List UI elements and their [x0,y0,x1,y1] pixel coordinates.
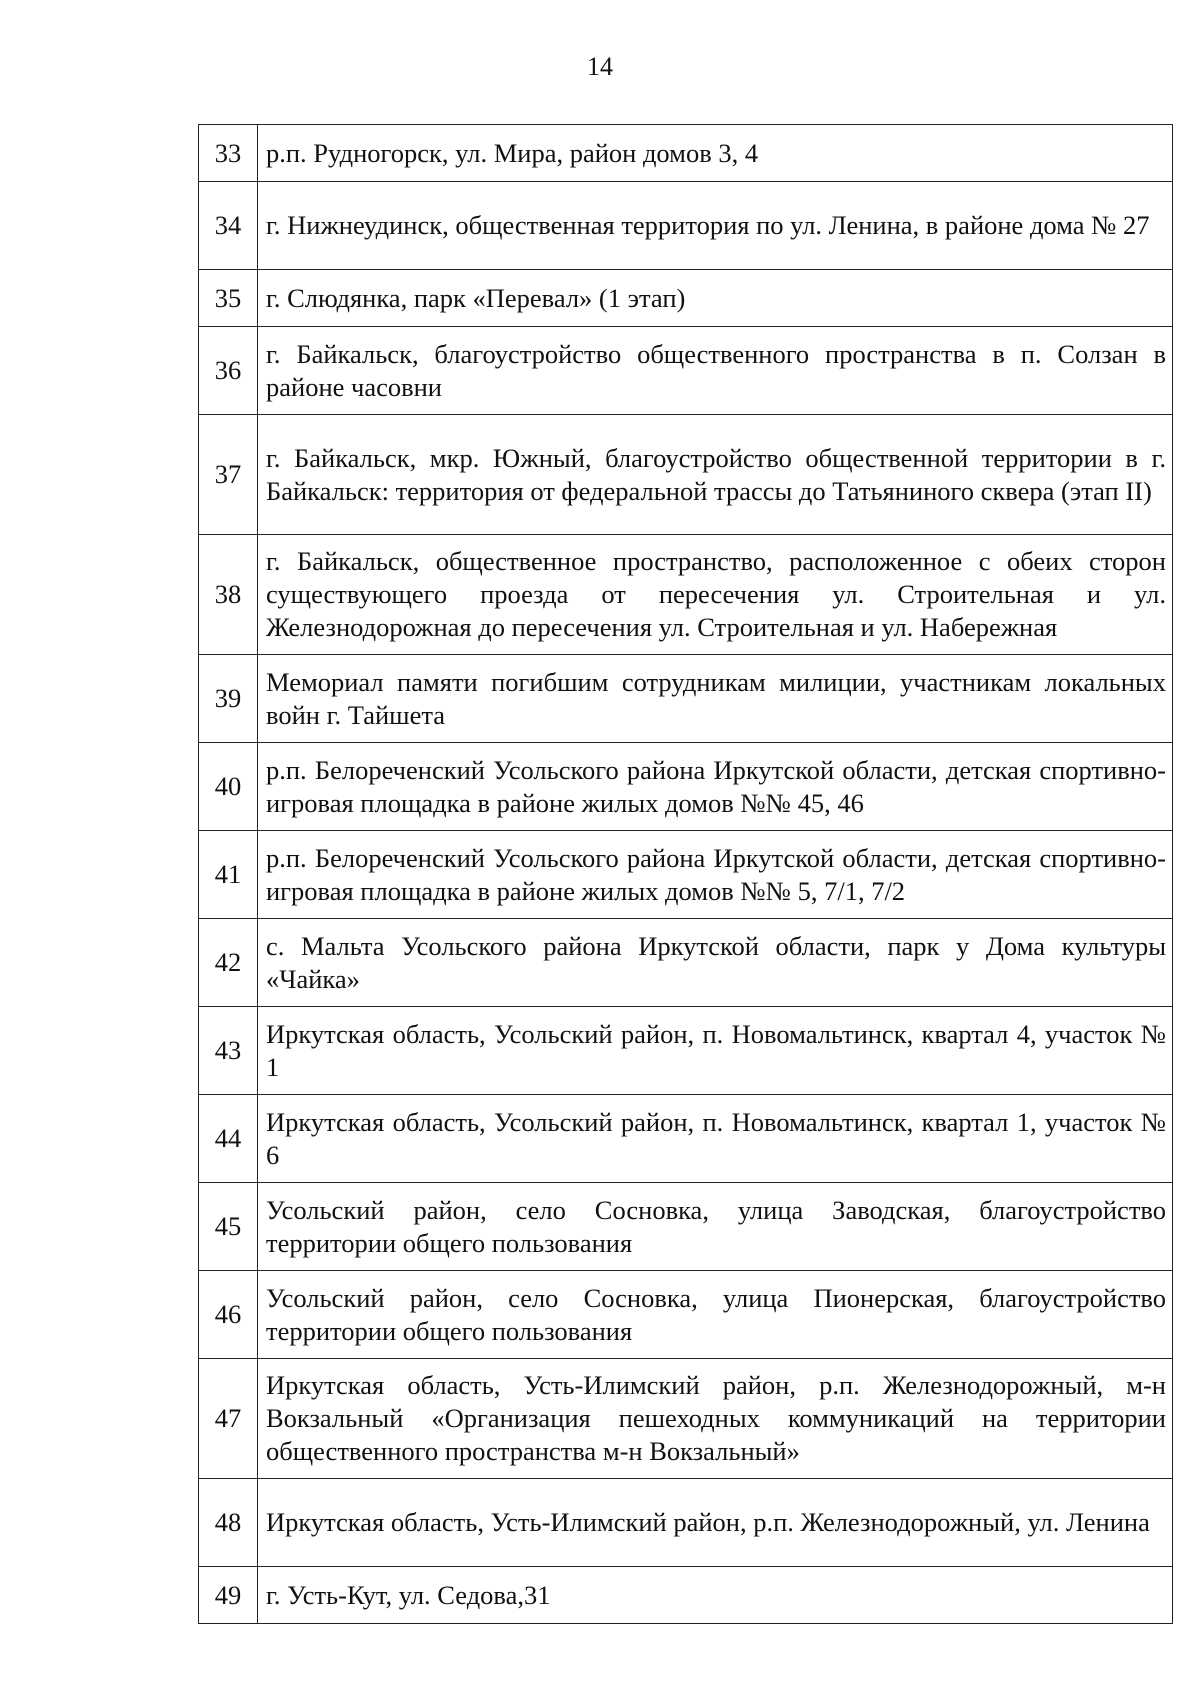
row-number: 35 [199,270,258,327]
table-row [199,125,1173,182]
row-text: Иркутская область, Усольский район, п. Новомальтинск, квартал 1, участок № 6 [258,1095,1173,1183]
row-text: Иркутская область, Усть-Илимский район, р.п. Железнодорожный, м-н Вокзальный «Организация пешеходных коммуникаций на территории общественного пространства м-н Вокзальный» [258,1359,1173,1479]
row-number: 43 [199,1007,258,1095]
row-number: 48 [199,1479,258,1567]
row-text: с. Мальта Усольского района Иркутской области, парк у Дома культуры «Чайка» [258,919,1173,1007]
table-row [199,1271,1173,1359]
row-number: 49 [199,1567,258,1624]
row-number: 44 [199,1095,258,1183]
row-number: 38 [199,535,258,655]
row-text: р.п. Рудногорск, ул. Мира, район домов 3, 4 [258,125,1173,182]
table-row [199,1007,1173,1095]
table-row [199,919,1173,1007]
row-text: Мемориал памяти погибшим сотрудникам милиции, участникам локальных войн г. Тайшета [258,655,1173,743]
row-number: 46 [199,1271,258,1359]
table-row [199,182,1173,270]
objects-table-body [199,125,1173,1624]
row-text: г. Байкальск, благоустройство общественного пространства в п. Солзан в районе часовни [258,327,1173,415]
row-number: 39 [199,655,258,743]
table-row [199,1359,1173,1479]
row-number: 41 [199,831,258,919]
table-row [199,831,1173,919]
table-row [199,743,1173,831]
row-text: Усольский район, село Сосновка, улица Заводская, благоустройство территории общего пользования [258,1183,1173,1271]
table-row [199,1095,1173,1183]
row-text: г. Слюдянка, парк «Перевал» (1 этап) [258,270,1173,327]
row-number: 47 [199,1359,258,1479]
table-row [199,415,1173,535]
objects-table [198,124,1173,1624]
row-text: г. Байкальск, общественное пространство, расположенное с обеих сторон существующего проезда от пересечения ул. Строительная и ул. Железнодорожная до пересечения ул. Строительная и ул. Набережная [258,535,1173,655]
row-text: Усольский район, село Сосновка, улица Пионерская, благоустройство территории общего пользования [258,1271,1173,1359]
row-text: Иркутская область, Усольский район, п. Новомальтинск, квартал 4, участок № 1 [258,1007,1173,1095]
table-row [199,1183,1173,1271]
row-text: г. Байкальск, мкр. Южный, благоустройство общественной территории в г. Байкальск: территория от федеральной трассы до Татьяниного сквера (этап II) [258,415,1173,535]
row-text: Иркутская область, Усть-Илимский район, р.п. Железнодорожный, ул. Ленина [258,1479,1173,1567]
table-row [199,270,1173,327]
table-row [199,535,1173,655]
row-text: р.п. Белореченский Усольского района Иркутской области, детская спортивно-игровая площадка в районе жилых домов №№ 45, 46 [258,743,1173,831]
table-row [199,655,1173,743]
row-number: 37 [199,415,258,535]
row-number: 45 [199,1183,258,1271]
row-number: 33 [199,125,258,182]
row-number: 36 [199,327,258,415]
page-number: 14 [587,52,613,81]
row-text: р.п. Белореченский Усольского района Иркутской области, детская спортивно-игровая площадка в районе жилых домов №№ 5, 7/1, 7/2 [258,831,1173,919]
table-row [199,1479,1173,1567]
row-number: 42 [199,919,258,1007]
table-row [199,327,1173,415]
row-number: 34 [199,182,258,270]
row-number: 40 [199,743,258,831]
table-row [199,1567,1173,1624]
row-text: г. Нижнеудинск, общественная территория по ул. Ленина, в районе дома № 27 [258,182,1173,270]
row-text: г. Усть-Кут, ул. Седова,31 [258,1567,1173,1624]
